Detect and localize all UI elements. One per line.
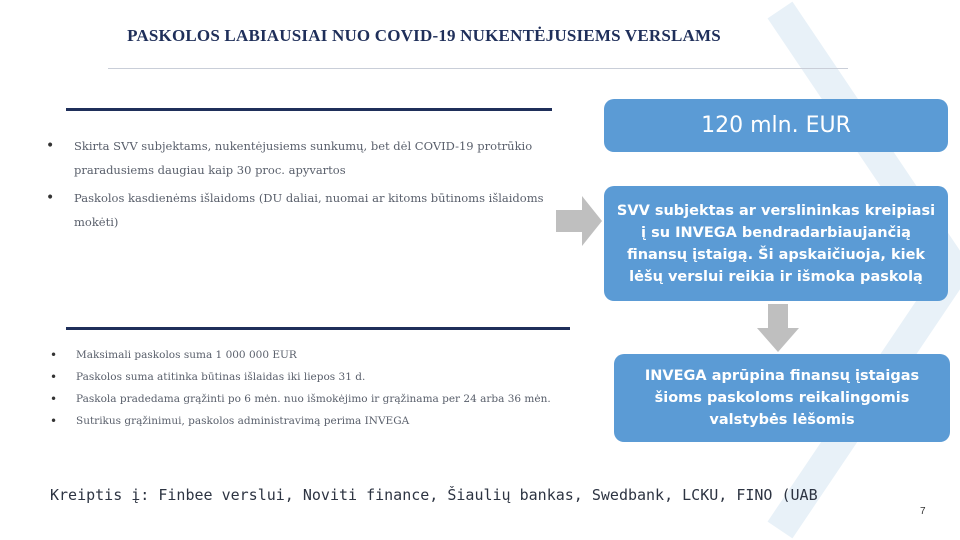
list-item: • Maksimali paskolos suma 1 000 000 EUR <box>50 344 590 366</box>
list-item: • Paskola pradedama grąžinti po 6 mėn. nuo išmokėjimo ir grąžinama per 24 arba 36 mėn. <box>50 388 590 410</box>
list-item: • Paskolos kasdienėms išlaidoms (DU daliai, nuomai ar kitoms būtinoms išlaidoms mokėti) <box>46 186 566 234</box>
section2-rule <box>66 327 570 330</box>
arrow-down-icon <box>757 304 799 352</box>
list-item: • Paskolos suma atitinka būtinas išlaidas iki liepos 31 d. <box>50 366 590 388</box>
list-item: • Sutrikus grąžinimui, paskolos administravimą perima INVEGA <box>50 410 590 432</box>
section2-bullet-list <box>50 344 590 432</box>
list-item: • Skirta SVV subjektams, nukentėjusiems sunkumų, bet dėl COVID-19 protrūkio praradusiems daugiau kaip 30 proc. apyvartos <box>46 134 566 182</box>
amount-box: 120 mln. EUR <box>604 99 948 152</box>
section1-bullet-list <box>46 134 566 238</box>
step2-box: INVEGA aprūpina finansų įstaigas šioms paskoloms reikalingomis valstybės lėšomis <box>614 354 950 442</box>
page-number: 7 <box>920 506 926 517</box>
slide-title: PASKOLOS LABIAUSIAI NUO COVID-19 NUKENTĖJUSIEMS VERSLAMS <box>127 26 721 45</box>
arrow-right-icon <box>556 196 602 246</box>
footer-contacts: Kreiptis į: Finbee verslui, Noviti finance, Šiaulių bankas, Swedbank, LCKU, FINO (UAB <box>50 486 818 504</box>
step1-box: SVV subjektas ar verslininkas kreipiasi į su INVEGA bendradarbiaujančią finansų įstaigą. Ši apskaičiuoja, kiek lėšų verslui reikia ir išmoka paskolą <box>604 186 948 301</box>
title-divider <box>108 68 848 69</box>
section1-rule <box>66 108 552 111</box>
